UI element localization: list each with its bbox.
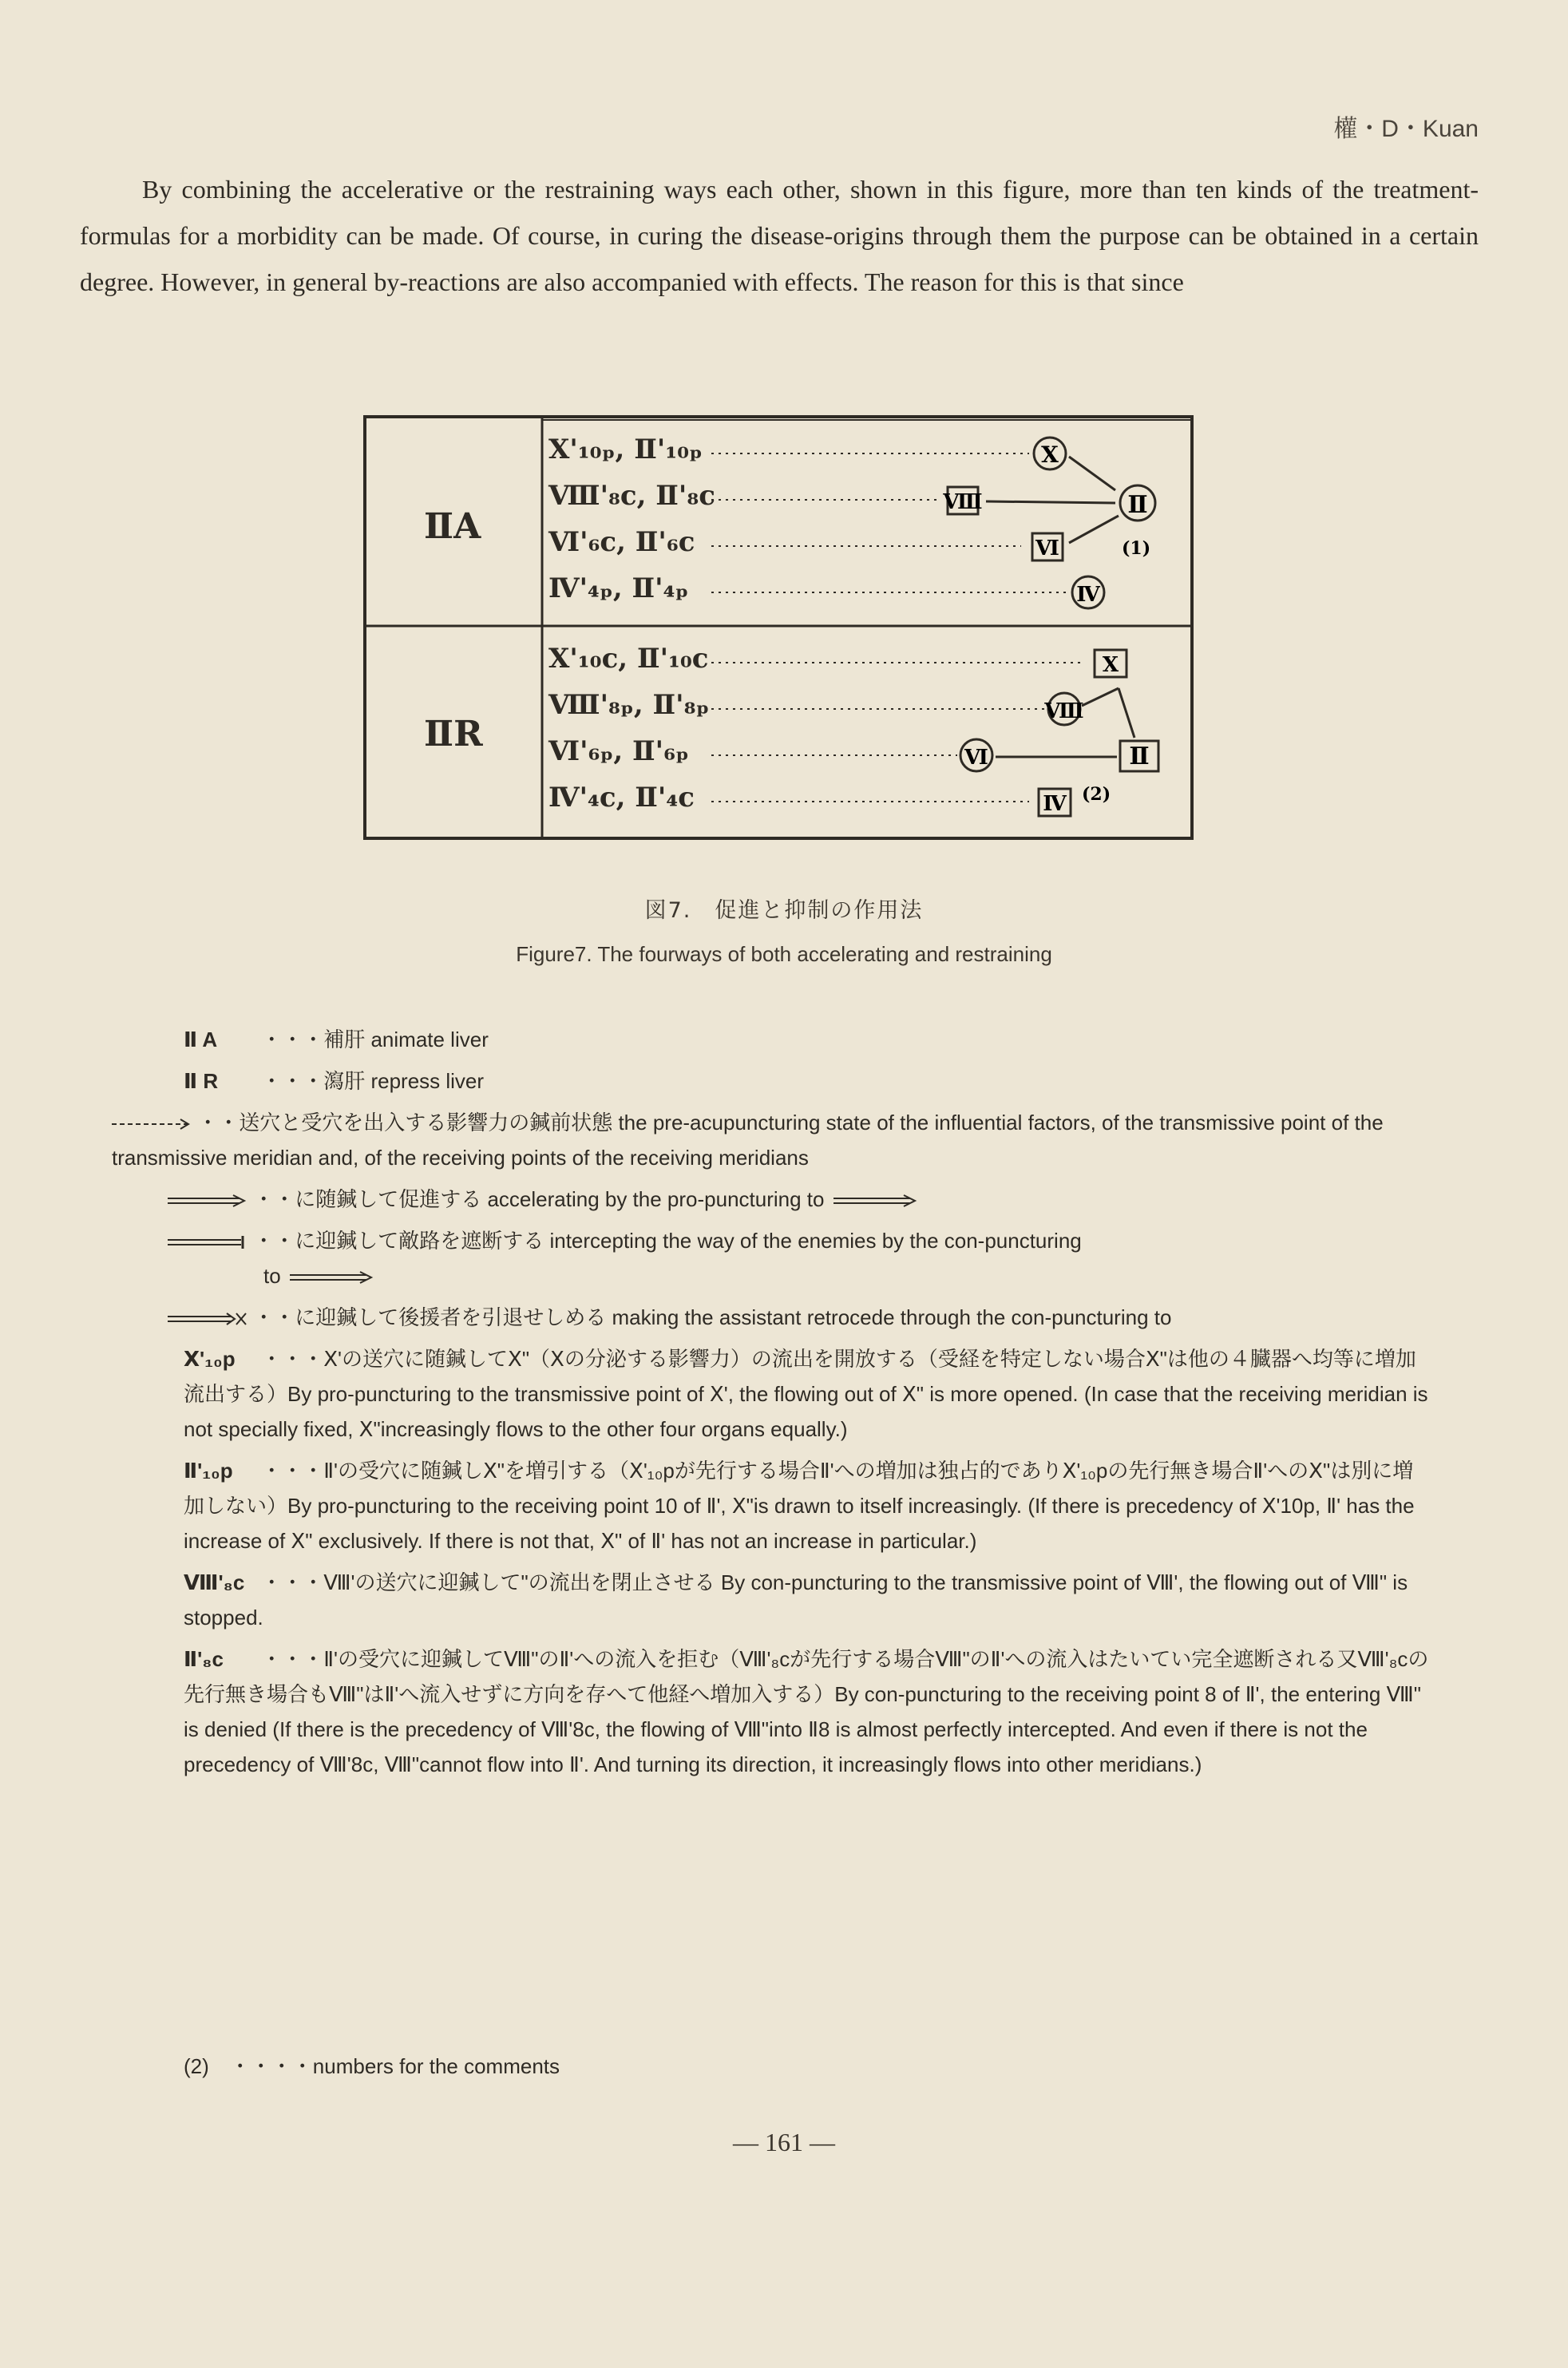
- target-a-3: Ⅵ: [1035, 537, 1059, 560]
- legend-ii10p-key: Ⅱ'₁₀p: [184, 1459, 233, 1483]
- legend-dash-arrow: [112, 1105, 1429, 1175]
- legend-retro-text: ・・に迎鍼して後援者を引退せしめる making the assistant retrocede through the con-puncturing to: [253, 1305, 1172, 1329]
- retro-arrow-icon: [168, 1311, 247, 1327]
- row-a-1: Ⅹ'₁₀ₚ, Ⅱ'₁₀ₚ: [548, 434, 703, 465]
- group-r-label: ⅡR: [424, 714, 483, 754]
- legend-dash-arrow-text: ・・送穴と受穴を出入する影響力の鍼前状態 the pre-acupuncturing state of the influential factors, of the transmissive point of the transmissive meridian and, of the receiving points of the receiving meridians: [112, 1111, 1384, 1170]
- legend-ii8c-text: ・・・Ⅱ'の受穴に迎鍼してⅧ"のⅡ'への流入を拒む（Ⅷ'₈cが先行する場合Ⅷ"のⅡ'への流入はたいてい完全遮断される又Ⅷ'₈cの先行無き場合もⅧ"はⅡ'へ流入せずに方向を存へて他経へ増加入する）By con-puncturing to the receiving point 8 of Ⅱ', the entering Ⅷ" is denied (If there is the precedency of Ⅷ'8c, the flowing of Ⅷ"into Ⅱ8 is almost perfectly intercepted. And even if there is not the precedency of Ⅷ'8c, Ⅷ"cannot flow into Ⅱ'. And turning its direction, it increasingly flows into other meridians.): [184, 1647, 1429, 1776]
- legend-ir-key: Ⅱ R: [184, 1069, 219, 1093]
- legend-intercept-text: ・・に迎鍼して敵路を遮断する intercepting the way of the enemies by the con-puncturing: [253, 1229, 1082, 1253]
- result-r: Ⅱ: [1129, 742, 1150, 770]
- page-number: — 161 —: [733, 2128, 835, 2156]
- figure-caption-en: Figure7. The fourways of both accelerating and restraining: [516, 942, 1052, 966]
- target-a-2: Ⅷ: [943, 490, 983, 514]
- intro-paragraph: [80, 166, 1479, 305]
- legend-ir-text: ・・・瀉肝 repress liver: [261, 1069, 485, 1093]
- result-a: Ⅱ: [1127, 491, 1148, 519]
- row-a-4: Ⅳ'₄ₚ, Ⅱ'₄ₚ: [548, 572, 689, 604]
- figure-caption-jp: 図7. 促進と抑制の作用法: [644, 898, 924, 923]
- note-a: (1): [1122, 538, 1151, 559]
- footnote: (2) ・・・・numbers for the comments: [184, 2054, 560, 2078]
- dash-arrow-icon: [112, 1116, 192, 1132]
- group-a-label: ⅡA: [424, 506, 481, 547]
- legend-viii8c-text: ・・・Ⅷ'の送穴に迎鍼して"の流出を閉止させる By con-puncturing to the transmissive point of Ⅷ', the flowing out of Ⅷ" is stopped.: [184, 1570, 1408, 1629]
- legend-x10p: [184, 1341, 1429, 1447]
- figure-7: [363, 415, 1194, 840]
- target-r-4: Ⅳ: [1043, 792, 1067, 816]
- target-r-2: Ⅷ: [1044, 699, 1084, 723]
- target-a-1: Ⅹ: [1041, 442, 1059, 468]
- block-arrow-icon: [168, 1234, 247, 1250]
- row-r-3: Ⅵ'₆ₚ, Ⅱ'₆ₚ: [548, 735, 689, 767]
- legend-viii8c-key: Ⅷ'₈c: [184, 1570, 245, 1594]
- legend-ii10p: [184, 1453, 1429, 1558]
- double-arrow-icon: [287, 1269, 374, 1285]
- legend-viii8c: [184, 1565, 1429, 1635]
- double-arrow-icon: [830, 1193, 918, 1209]
- row-a-2: Ⅷ'₈c, Ⅱ'₈c: [548, 480, 715, 512]
- legend-intercept-to: to: [263, 1264, 281, 1288]
- legend-ia: [184, 1022, 1429, 1057]
- intro-text: By combining the accelerative or the restraining ways each other, shown in this figure, more than ten kinds of the treatment-formulas for a morbidity can be made. Of course, in curing the disease-origins through them the purpose can be obtained in a certain degree. However, in general by-reactions are also accompanied with effects. The reason for this is that since: [80, 175, 1479, 296]
- legend-accel-text: ・・に随鍼して促進する accelerating by the pro-puncturing to: [253, 1187, 825, 1211]
- row-r-2: Ⅷ'₈ₚ, Ⅱ'₈ₚ: [548, 689, 710, 721]
- target-r-1: Ⅹ: [1102, 653, 1119, 677]
- target-a-4: Ⅳ: [1076, 583, 1100, 607]
- legend-ia-key: Ⅱ A: [184, 1028, 218, 1051]
- double-arrow-icon: [168, 1193, 247, 1209]
- legend-x10p-key: Ⅹ'₁₀p: [184, 1347, 236, 1371]
- legend-ia-text: ・・・補肝 animate liver: [261, 1028, 489, 1051]
- legend-ir: [184, 1063, 1429, 1099]
- legend-ii8c: [184, 1641, 1429, 1782]
- row-a-3: Ⅵ'₆c, Ⅱ'₆c: [548, 526, 695, 558]
- legend-intercept: [168, 1223, 1429, 1293]
- row-r-4: Ⅳ'₄c, Ⅱ'₄c: [548, 782, 695, 814]
- legend-retro: [168, 1300, 1429, 1335]
- legend-ii8c-key: Ⅱ'₈c: [184, 1647, 224, 1671]
- legend: [112, 1022, 1429, 1788]
- running-head: 權・D・Kuan: [1333, 116, 1479, 142]
- row-r-1: Ⅹ'₁₀c, Ⅱ'₁₀c: [548, 643, 709, 675]
- figure-diagram: [366, 418, 1190, 837]
- legend-accel: [168, 1182, 1429, 1217]
- note-r: (2): [1082, 784, 1111, 805]
- target-r-3: Ⅵ: [964, 746, 988, 770]
- legend-ii10p-text: ・・・Ⅱ'の受穴に随鍼しⅩ"を増引する（Ⅹ'₁₀pが先行する場合Ⅱ'への増加は独占的でありⅩ'₁₀pの先行無き場合Ⅱ'へのⅩ"は別に増加しない）By pro-puncturing to the receiving point 10 of Ⅱ', Ⅹ"is drawn to itself increasingly. (If there is precedency of Ⅹ'10p, Ⅱ' has the increase of Ⅹ" exclusively. If there is not that, Ⅹ" of Ⅱ' has not an increase in particular.): [184, 1459, 1415, 1553]
- legend-x10p-text: ・・・Ⅹ'の送穴に随鍼してⅩ"（Ⅹの分泌する影響力）の流出を開放する（受経を特定しない場合Ⅹ"は他の４臓器へ均等に増加流出する）By pro-puncturing to the transmissive point of Ⅹ', the flowing out of Ⅹ" is more opened. (In case that the receiving meridian is not specially fixed, Ⅹ"increasingly flows to the other four organs equally.): [184, 1347, 1428, 1441]
